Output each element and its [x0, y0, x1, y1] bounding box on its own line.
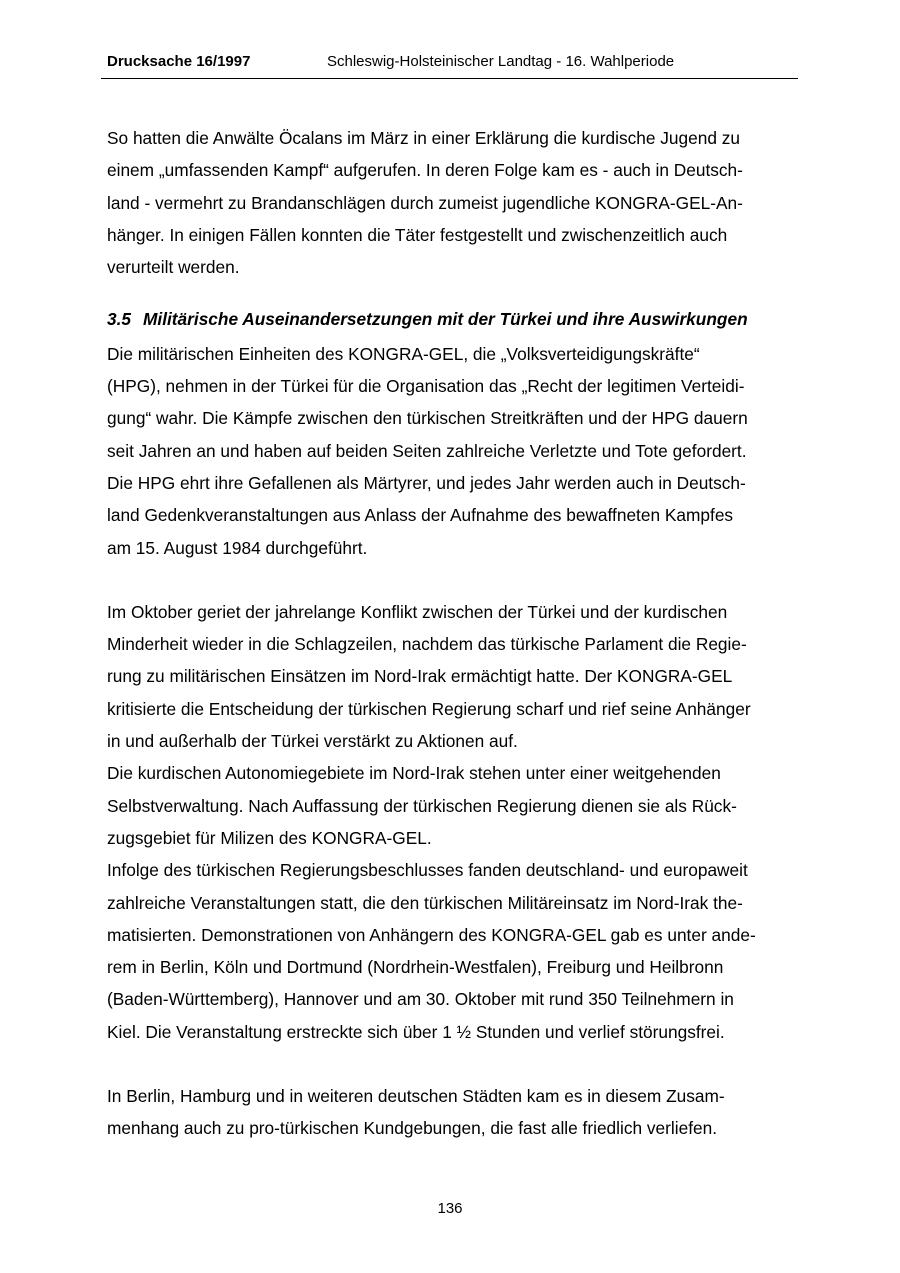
- page-header: [101, 52, 798, 79]
- paragraph-1: [107, 122, 807, 283]
- text-line: (HPG), nehmen in der Türkei für die Organisation das „Recht der legitimen Verteidi-: [107, 376, 745, 397]
- paragraph-2: [107, 338, 807, 564]
- text-line: Die kurdischen Autonomiegebiete im Nord-Irak stehen unter einer weitgehenden: [107, 763, 721, 784]
- text-line: Infolge des türkischen Regierungsbeschlusses fanden deutschland- und europaweit: [107, 860, 748, 881]
- paragraph-4: [107, 1080, 807, 1145]
- text-line: zahlreiche Veranstaltungen statt, die den türkischen Militäreinsatz im Nord-Irak the-: [107, 892, 743, 913]
- section-heading: [107, 303, 807, 335]
- text-line: In Berlin, Hamburg und in weiteren deutschen Städten kam es in diesem Zusam-: [107, 1086, 725, 1107]
- paragraph-gap: [107, 564, 807, 596]
- text-line: So hatten die Anwälte Öcalans im März in einer Erklärung die kurdische Jugend zu: [107, 128, 741, 148]
- text-line: land - vermehrt zu Brandanschlägen durch zumeist jugendliche KONGRA-GEL-An-: [107, 192, 743, 213]
- document-number: Drucksache 16/1997: [107, 53, 251, 70]
- text-line: land Gedenkveranstaltungen aus Anlass der Aufnahme des bewaffneten Kampfes: [107, 505, 734, 526]
- text-line: seit Jahren an und haben auf beiden Seiten zahlreiche Verletzte und Tote gefordert.: [107, 440, 747, 461]
- document-body: [107, 122, 807, 1145]
- text-line: kritisierte die Entscheidung der türkischen Regierung scharf und rief seine Anhänger: [107, 698, 751, 719]
- text-line: verurteilt werden.: [107, 257, 240, 278]
- text-line: rem in Berlin, Köln und Dortmund (Nordrhein-Westfalen), Freiburg und Heilbronn: [107, 957, 724, 978]
- page-number: 136: [437, 1200, 463, 1217]
- text-line: rung zu militärischen Einsätzen im Nord-Irak ermächtigt hatte. Der KONGRA-GEL: [107, 666, 733, 687]
- text-line: gung“ wahr. Die Kämpfe zwischen den türkischen Streitkräften und der HPG dauern: [107, 408, 748, 429]
- text-line: matisierten. Demonstrationen von Anhängern des KONGRA-GEL gab es unter ande-: [107, 924, 756, 945]
- text-line: Minderheit wieder in die Schlagzeilen, nachdem das türkische Parlament die Regie-: [107, 634, 747, 655]
- text-line: einem „umfassenden Kampf“ aufgerufen. In deren Folge kam es - auch in Deutsch-: [107, 160, 743, 181]
- text-line: Im Oktober geriet der jahrelange Konflikt zwischen der Türkei und der kurdischen: [107, 601, 728, 622]
- text-line: (Baden-Württemberg), Hannover und am 30. Oktober mit rund 350 Teilnehmern in: [107, 989, 734, 1010]
- text-line: menhang auch zu pro-türkischen Kundgebungen, die fast alle friedlich verliefen.: [107, 1118, 718, 1139]
- section-number: 3.5: [107, 309, 132, 330]
- parliament-title: Schleswig-Holsteinischer Landtag - 16. Wahlperiode: [327, 53, 675, 70]
- section-title: Militärische Auseinandersetzungen mit der Türkei und ihre Auswirkungen: [143, 309, 748, 330]
- text-line: hänger. In einigen Fällen konnten die Täter festgestellt und zwischenzeitlich auch: [107, 224, 728, 245]
- text-line: zugsgebiet für Milizen des KONGRA-GEL.: [107, 827, 432, 848]
- text-line: Die HPG ehrt ihre Gefallenen als Märtyrer, und jedes Jahr werden auch in Deutsch-: [107, 472, 746, 493]
- text-line: in und außerhalb der Türkei verstärkt zu Aktionen auf.: [107, 731, 518, 752]
- text-line: Kiel. Die Veranstaltung erstreckte sich über 1 ½ Stunden und verlief störungsfrei.: [107, 1021, 725, 1042]
- paragraph-3: [107, 596, 807, 1048]
- text-line: Selbstverwaltung. Nach Auffassung der türkischen Regierung dienen sie als Rück-: [107, 795, 737, 816]
- paragraph-gap: [107, 1048, 807, 1080]
- text-line: Die militärischen Einheiten des KONGRA-GEL, die „Volksverteidigungskräfte“: [107, 343, 700, 364]
- text-line: am 15. August 1984 durchgeführt.: [107, 537, 368, 558]
